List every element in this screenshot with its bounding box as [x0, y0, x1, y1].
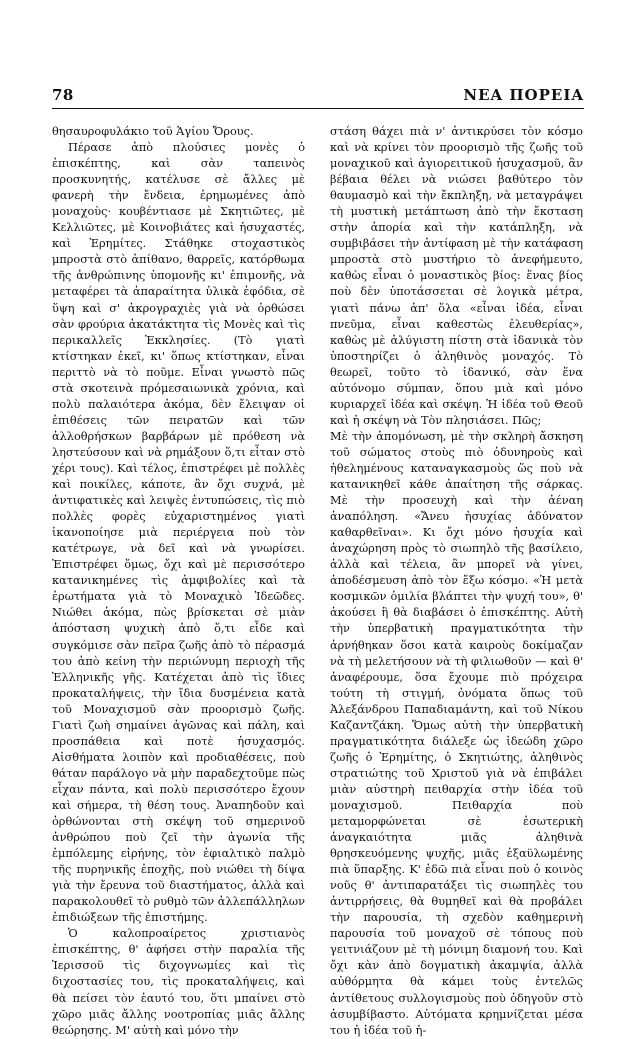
paragraph: Μὲ τὴν ἀπομόνωση, μὲ τὴν σκληρὴ ἄσκηση τοῦ σώματος στοὺς πιὸ ὀδυνηροὺς καὶ ἠθελημένους καταναγκασμοὺς ὥς ποὺ νὰ κατανικηθεῖ κάθε ἀπαίτηση τῆς σάρκας. Μὲ τὴν προσευχὴ καὶ τὴν ἀέναη ἀναπόληση. «Ἄνευ ἡσυχίας ἀδύνατον καθαρθεῖναι». Κι ὄχι μόνο ἡσυχία καὶ ἀναχώρηση πρὸς τὸ σιωπηλὸ τῆς βασίλειο, ἀλλὰ καὶ τέλεια, ἂν μπορεῖ νὰ γίνει, ἀποδέσμευση ἀπὸ τὸν ἔξω κόσμο. «Ἡ μετὰ κοσμικῶν ὁμιλία βλάπτει τὴν ψυχή του», θ' ἀκούσει ἢ θὰ διαβάσει ὁ ἐπισκέπτης. Αὐτὴ τὴν ὑπερβατικὴ πραγματικότητα τὴν ἀρνήθηκαν ὅσοι κατὰ καιροὺς δοκίμαζαν νὰ τὴ μελετήσουν νὰ τὴ φιλιωθοῦν — καὶ θ' ἀναφέρουμε, ὅσα ἔχουμε πιὸ πρόχειρα τούτη τὴ στιγμή, ὀνόματα ὅπως τοῦ Ἀλεξάνδρου Παπαδιαμάντη, καὶ τοῦ Νίκου Καζαντζάκη. Ὅμως αὐτὴ τὴν ὑπερβατικὴ πραγματικότητα διάλεξε ὡς ἰδεώδη χῶρο ζωῆς ὁ Ἐρημίτης, ὁ Σκητιώτης, ἀληθινὸς στρατιώτης τοῦ Χριστοῦ γιὰ νὰ ἐπιβάλει μιὰν αὐστηρὴ πειθαρχία στὴν ἰδέα τοῦ μοναχισμοῦ. Πειθαρχία ποὺ μεταμορφώνεται σὲ ἐσωτερικὴ ἀναγκαιότητα μιᾶς ἀληθινὰ θρησκευόμενης ψυχῆς, μιᾶς ἐξαϋλωμένης πιὰ ὕπαρξης. Κ' ἐδῶ πιὰ εἶναι ποὺ ὁ κοινὸς νοῦς θ' ἀντιπαρατάξει τὶς σιωπηλὲς του ἀντιρρήσεις, θὰ θυμηθεῖ καὶ θὰ προβάλει τὴν παρουσία, τὴ σχεδὸν καθημερινὴ παρουσία τοῦ μοναχοῦ σὲ τόπους ποὺ γειτνιάζουν μὲ τὴ μόνιμη διαμονή του. Καὶ ὄχι κὰν ἀπὸ δογματικὴ ἀκαμψία, ἀλλὰ αὐθόρμητα θὰ κάμει τοὺς ἐντελῶς ἀντίθετους συλλογισμοὺς ποὺ ὁδηγοῦν στὸ ἀσυμβίβαστο. Αὐτόματα κρημνίζεται μέσα του ἡ ἰδέα τοῦ ἡ-	[330, 429, 583, 1037]
left-column	[52, 124, 305, 1039]
page-header	[52, 86, 584, 106]
right-column	[330, 124, 583, 1039]
header-rule	[52, 108, 584, 109]
paragraph: στάση θάχει πιὰ ν' ἀντικρύσει τὸν κόσμο καὶ νὰ κρίνει τὸν προορισμὸ τῆς ζωῆς τοῦ μοναχικοῦ καὶ ἁγιορειτικοῦ ἡσυχασμοῦ, ἂν βέβαια θέλει νὰ νιώσει βαθύτερο τὸν θαυμασμὸ καὶ τὴν ἔκπληξη, νὰ μεταγράψει τὴ μυστικὴ μετάπτωση ἀπὸ τὴν ἔκσταση στὴν ἀπορία καὶ τὴν κατάπληξη, νὰ συμβιβάσει τὴν ἀντίφαση μὲ τὴν κατάφαση μπροστὰ στὸ μυστήριο τὸ ἀνεφήμευτο, καθὼς εἶναι ὁ μοναστικὸς βίος: ἕνας βίος ποὺ δὲν ὑποτάσσεται σὲ λογικὰ μέτρα, γιατὶ πάνω ἀπ' ὅλα «εἶναι ἰδέα, εἶναι πνεῦμα, εἶναι καθεστὼς ἐλευθερίας», καθὼς μὲ ἀλύγιστη πίστη στὰ ἰδανικὰ τὸν ὑποστηρίζει ὁ ἀληθινὸς μοναχός. Τὸ θεωρεῖ, τοῦτο τὸ ἰδανικό, σὰν ἕνα αὐτόνομο σύμπαν, ὅπου μιὰ καὶ μόνο κυριαρχεῖ ἰδέα καὶ σκέψη. Ἡ ἰδέα τοῦ Θεοῦ καὶ ἡ σκέψη νὰ Τὸν πλησιάσει. Πῶς;	[330, 125, 583, 427]
running-title: ΝΕΑ ΠΟΡΕΙΑ	[463, 86, 584, 104]
paragraph: Ὁ καλοπροαίρετος χριστιανὸς ἐπισκέπτης, θ' ἀφήσει στὴν παραλία τῆς Ἱερισσοῦ τὶς διχογνωμίες καὶ τὶς διχοστασίες του, τὶς προκαταλήψεις, καὶ θὰ πείσει τὸν ἑαυτό του, ὅτι μπαίνει στὸ χῶρο μιᾶς ἄλλης νοοτροπίας μιᾶς ἄλλης θεώρησης. Μ' αὐτὴ καὶ μόνο τὴν	[52, 927, 305, 1037]
page-number: 78	[52, 86, 74, 104]
paragraph: θησαυροφυλάκιο τοῦ Ἁγίου Ὄρους.	[52, 125, 254, 138]
paragraph: Πέρασε ἀπὸ πλούσιες μονὲς ὁ ἐπισκέπτης, καὶ σὰν ταπεινὸς προσκυνητής, κατέλυσε σὲ ἄλλες μὲ φανερὴ τὴν ἔνδεια, ἐρημωμένες ἀπὸ μοναχοὺς· κουβέντιασε μὲ Σκητιῶτες, μὲ Κελλιῶτες, μὲ Κοινοβιάτες καὶ ἡσυχαστές, καὶ Ἐρημίτες. Στάθηκε στοχαστικὸς μπροστὰ στὸ ἀπίθανο, θαρρεῖς, κατόρθωμα τῆς ἀνθρώπινης ὑπομονῆς κι' ἐπιμονῆς, νὰ μεταφέρει τὰ ἀπαραίτητα ὑλικὰ ἐφόδια, σὲ ὕψη καὶ σ' ἀκρογραχιὲς γιὰ νὰ ὀρθώσει σὰν φρούρια ἀκατάκτητα τὶς Μονὲς καὶ τὶς περικαλλεῖς Ἐκκλησίες. (Τὸ γιατὶ κτίστηκαν ἐκεῖ, κι' ὅπως κτίστηκαν, εἶναι περιττὸ νὰ τὸ ποῦμε. Εἶναι γνωστὸ πῶς στὰ σκοτεινὰ πρόμεσαιωνικὰ χρόνια, καὶ πολὺ παλαιότερα ἀκόμα, δὲν ἔλειψαν οἱ ἐπιθέσεις τῶν πειρατῶν καὶ τῶν ἀλλοθρήσκων βαρβάρων μὲ πρόθεση νὰ ληστεύσουν καὶ νὰ ρημάξουν ὅ,τι εἶταν στὸ χέρι τους). Καὶ τέλος, ἐπιστρέφει μὲ πολλὲς καὶ ποικίλες, κάποτε, ἂν ὄχι συχνά, μὲ ἀντιφατικὲς καὶ λειψὲς ἐντυπώσεις, τὶς πιὸ πολλὲς φορὲς εὐχαριστημένος γιατὶ ἱκανοποίησε μιὰ περιέργεια ποὺ τὸν κατέτρωγε, νὰ δεῖ καὶ νὰ γνωρίσει. Ἐπιστρέφει ὅμως, ὄχι καὶ μὲ περισσότερο κατανικημένες τὶς ἀμφιβολίες καὶ τὰ ἐρωτήματα γιὰ τὸ Μοναχικὸ Ἰδεῶδες. Νιώθει ἀκόμα, πὼς βρίσκεται σὲ μιὰν ἀπόσταση ψυχικὴ ἀπὸ ὅ,τι εἶδε καὶ συγκόμισε σὰν πεῖρα ζωῆς ἀπὸ τὸ πέρασμά του ἀπὸ κείνη τὴν περιώνυμη περιοχὴ τῆς Ἑλληνικῆς γῆς. Κατέχεται ἀπὸ τὶς ἴδιες προκαταλήψεις, τὴν ἴδια δυσμένεια κατὰ τοῦ Μοναχισμοῦ σὰν προορισμὸ ζωῆς. Γιατὶ ζωὴ σημαίνει ἀγῶνας καὶ πάλη, καὶ προσπάθεια καὶ ποτὲ ἡσυχασμός. Αἰσθήματα λοιπὸν καὶ προδιαθέσεις, ποὺ θάταν παράλογο νὰ μὴν παραδεχτοῦμε πὼς εἶχαν πάντα, καὶ πολὺ περισσότερο ἔχουν καὶ σήμερα, τὴ θέση τους. Ἀναπηδοῦν καὶ ὀρθώνονται στὴ σκέψη τοῦ σημερινοῦ ἀνθρώπου ποὺ ζεῖ τὴν ἀγωνία τῆς ἐμπόλεμης εἰρήνης, τὸν ἐφιαλτικὸ παλμὸ τῆς πυρηνικῆς ἐποχῆς, ποὺ νιώθει τὴ δίψα γιὰ τὴν ἔρευνα τοῦ διαστήματος, ἀλλὰ καὶ παρακολουθεῖ τὸ ρυθμὸ τῶν ἀλλεπάλληλων ἐπιδιώξεων τῆς ἐπιστήμης.	[52, 141, 305, 925]
